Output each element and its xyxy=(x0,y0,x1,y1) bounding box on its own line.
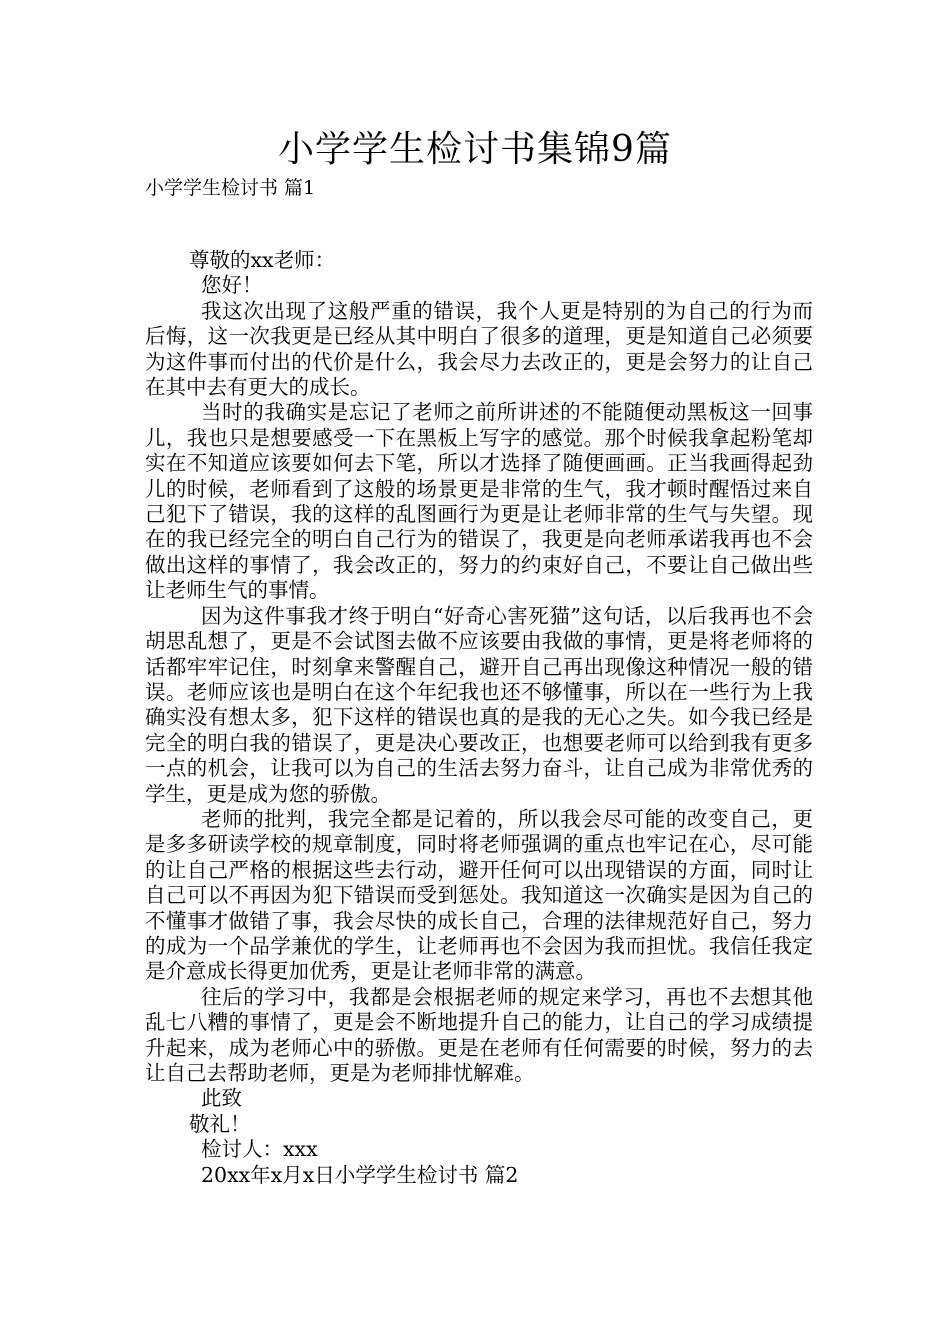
paragraph: 因为这件事我才终于明白“好奇心害死猫”这句话，以后我再也不会胡思乱想了，更是不会试图去做不应该要由我做的事情，更是将老师将的话都牢牢记住，时刻拿来警醒自己，避开自己再出现像这种情况一般的错误。老师应该也是明白在这个年纪我也还不够懂事，所以在一些行为上我确实没有想太多，犯下这样的错误也真的是我的无心之失。如今我已经是完全的明白我的错误了，更是决心要改正，也想要老师可以给到我有更多一点的机会，让我可以为自己的生活去努力奋斗，让自己成为非常优秀的学生，更是成为您的骄傲。 xyxy=(145,603,813,806)
greeting: 您好！ xyxy=(201,273,263,298)
paragraph: 我这次出现了这般严重的错误，我个人更是特别的为自己的行为而后悔，这一次我更是已经从其中明白了很多的道理，更是知道自己必须要为这件事而付出的代价是什么，我会尽力去改正的，更是会努力的让自己在其中去有更大的成长。 xyxy=(145,298,813,400)
salutation: 尊敬的xx老师： xyxy=(189,248,336,272)
paragraph: 当时的我确实是忘记了老师之前所讲述的不能随便动黑板这一回事儿，我也只是想要感受一下在黑板上写字的感觉。那个时候我拿起粉笔却实在不知道应该要如何去下笔，所以才选择了随便画画。正当我画得起劲儿的时候，老师看到了这般的场景更是非常的生气，我才顿时醒悟过来自己犯下了错误，我的这样的乱图画行为更是让老师非常的生气与失望。现在的我已经完全的明白自己行为的错误了，我更是向老师承诺我再也不会做出这样的事情了，我会改正的，努力的约束好自己，不要让自己做出些让老师生气的事情。 xyxy=(145,400,813,603)
closing-phrase: 此致 xyxy=(201,1086,242,1111)
section-heading: 小学学生检讨书 篇1 xyxy=(145,177,316,199)
letter-body xyxy=(145,248,813,1188)
signature: 检讨人：xxx xyxy=(201,1137,318,1162)
document-title: 小学学生检讨书集锦9篇 xyxy=(278,129,672,170)
paragraph: 老师的批判，我完全都是记着的，所以我会尽可能的改变自己，更是多多研读学校的规章制度，同时将老师强调的重点也牢记在心，尽可能的让自己严格的根据这些去行动，避开任何可以出现错误的方面，同时让自己可以不再因为犯下错误而受到惩处。我知道这一次确实是因为自己的不懂事才做错了事，我会尽快的成长自己，合理的法律规范好自己，努力的成为一个品学兼优的学生，让老师再也不会因为我而担忧。我信任我定是介意成长得更加优秀，更是让老师非常的满意。 xyxy=(145,806,813,984)
closing-salute: 敬礼！ xyxy=(189,1111,251,1136)
date-line: 20xx年x月x日小学学生检讨书 篇2 xyxy=(201,1162,519,1187)
paragraph: 往后的学习中，我都是会根据老师的规定来学习，再也不去想其他乱七八糟的事情了，更是会不断地提升自己的能力，让自己的学习成绩提升起来，成为老师心中的骄傲。更是在老师有任何需要的时候，努力的去让自己去帮助老师，更是为老师排忧解难。 xyxy=(145,984,813,1085)
